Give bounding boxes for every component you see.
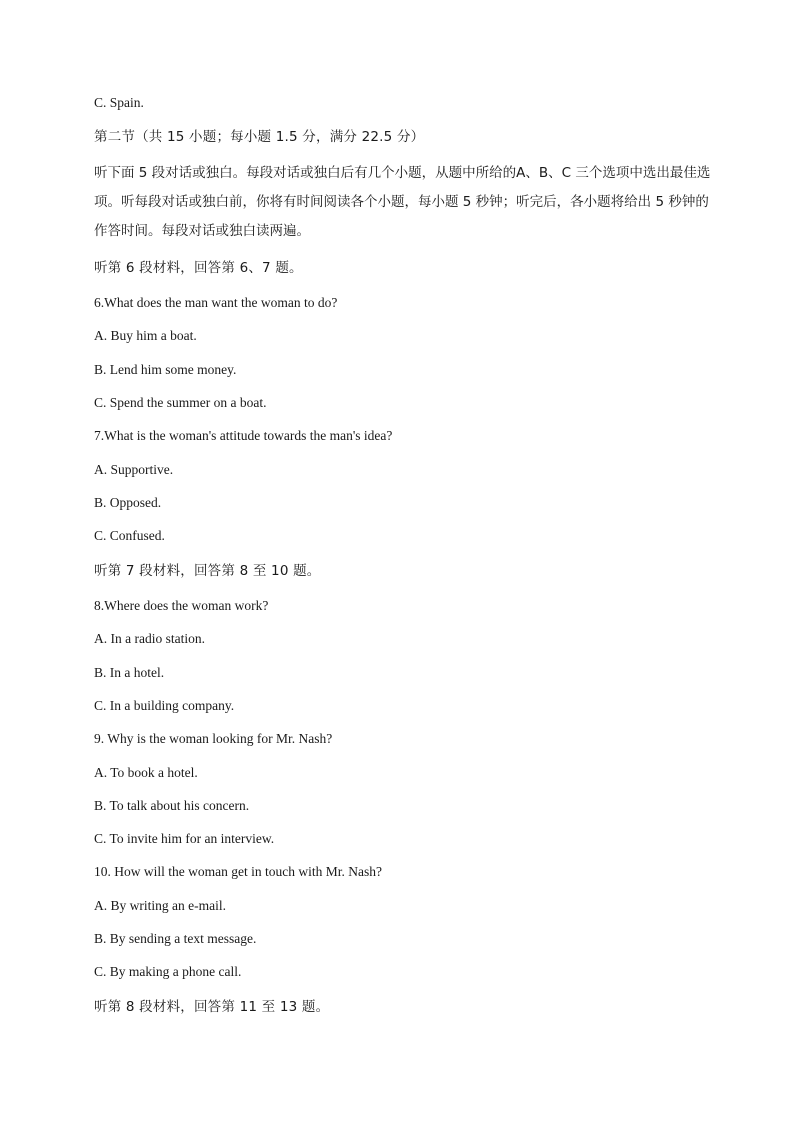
question-10-option-c: C. By making a phone call. [94, 964, 242, 979]
passage-6-heading: 听第 6 段材料，回答第 6、7 题。 [94, 260, 303, 276]
question-7-option-a: A. Supportive. [94, 462, 174, 477]
question-7-option-c: C. Confused. [94, 528, 165, 543]
question-10-option-a: A. By writing an e-mail. [94, 898, 226, 913]
section-instructions: 听下面 5 段对话或独白。每段对话或独白后有几个小题，从题中所给的A、B、C 三个选项中选出最佳选项。听每段对话或独白前，你将有时间阅读各个小题，每小题 5 秒钟；听完后，各小题将给出 5 秒钟的作答时间。每段对话或独白读两遍。 [94, 165, 711, 239]
question-8-option-c: C. In a building company. [94, 698, 235, 713]
question-6-option-a: A. Buy him a boat. [94, 328, 197, 343]
question-6-option-b: B. Lend him some money. [94, 362, 237, 377]
question-6: 6.What does the man want the woman to do? [94, 295, 338, 310]
question-6-option-c: C. Spend the summer on a boat. [94, 395, 267, 410]
question-8-option-b: B. In a hotel. [94, 665, 165, 680]
question-9-option-a: A. To book a hotel. [94, 765, 198, 780]
question-7-option-b: B. Opposed. [94, 495, 162, 510]
question-9: 9. Why is the woman looking for Mr. Nash? [94, 731, 333, 746]
question-7: 7.What is the woman's attitude towards the man's idea? [94, 428, 393, 443]
question-8-option-a: A. In a radio station. [94, 631, 205, 646]
question-10-option-b: B. By sending a text message. [94, 931, 257, 946]
question-9-option-b: B. To talk about his concern. [94, 798, 250, 813]
passage-8-heading: 听第 8 段材料，回答第 11 至 13 题。 [94, 999, 330, 1015]
question-10: 10. How will the woman get in touch with Mr. Nash? [94, 864, 382, 879]
passage-7-heading: 听第 7 段材料，回答第 8 至 10 题。 [94, 563, 321, 579]
option-c-spain: C. Spain. [94, 95, 144, 110]
section-header: 第二节（共 15 小题；每小题 1.5 分，满分 22.5 分） [94, 129, 425, 145]
question-8: 8.Where does the woman work? [94, 598, 269, 613]
question-9-option-c: C. To invite him for an interview. [94, 831, 275, 846]
